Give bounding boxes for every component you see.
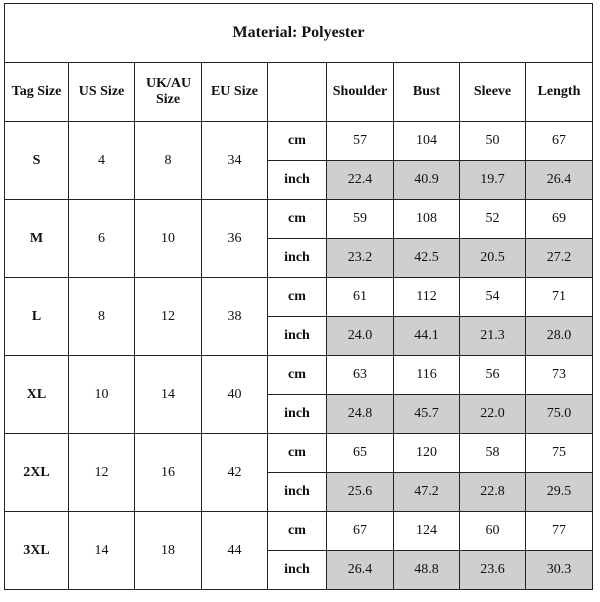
shoulder-inch-value: 24.0 <box>327 317 394 356</box>
header-eu-size: EU Size <box>202 63 268 122</box>
uk-au-size-cell: 10 <box>135 200 202 278</box>
size-row-s-cm <box>5 122 593 161</box>
unit-inch-label: inch <box>268 395 327 434</box>
sleeve-cm-value: 52 <box>460 200 526 239</box>
size-row-2xl-cm <box>5 434 593 473</box>
shoulder-cm-value: 65 <box>327 434 394 473</box>
length-cm-value: 71 <box>526 278 593 317</box>
header-shoulder: Shoulder <box>327 63 394 122</box>
length-inch-value: 75.0 <box>526 395 593 434</box>
sleeve-inch-value: 22.8 <box>460 473 526 512</box>
unit-cm-label: cm <box>268 434 327 473</box>
unit-cm-label: cm <box>268 200 327 239</box>
sleeve-inch-value: 22.0 <box>460 395 526 434</box>
header-uk-au-size-label: UK/AU Size <box>146 76 192 107</box>
shoulder-cm-value: 57 <box>327 122 394 161</box>
shoulder-cm-value: 63 <box>327 356 394 395</box>
size-row-m-cm <box>5 200 593 239</box>
header-unit-blank <box>268 63 327 122</box>
eu-size-cell: 36 <box>202 200 268 278</box>
us-size-cell: 14 <box>69 512 135 590</box>
tag-size-cell: M <box>5 200 69 278</box>
size-row-l-cm <box>5 278 593 317</box>
bust-inch-value: 45.7 <box>394 395 460 434</box>
sleeve-cm-value: 56 <box>460 356 526 395</box>
uk-au-size-cell: 12 <box>135 278 202 356</box>
shoulder-inch-value: 25.6 <box>327 473 394 512</box>
header-us-size: US Size <box>69 63 135 122</box>
us-size-cell: 6 <box>69 200 135 278</box>
length-inch-value: 28.0 <box>526 317 593 356</box>
sleeve-cm-value: 60 <box>460 512 526 551</box>
bust-cm-value: 104 <box>394 122 460 161</box>
length-inch-value: 29.5 <box>526 473 593 512</box>
table-title: Material: Polyester <box>5 4 593 63</box>
unit-cm-label: cm <box>268 122 327 161</box>
uk-au-size-cell: 14 <box>135 356 202 434</box>
header-uk-au-size <box>135 63 202 122</box>
header-sleeve: Sleeve <box>460 63 526 122</box>
tag-size-cell: 2XL <box>5 434 69 512</box>
size-chart-container <box>4 3 593 590</box>
uk-au-size-cell: 8 <box>135 122 202 200</box>
us-size-cell: 4 <box>69 122 135 200</box>
header-row <box>5 63 593 122</box>
bust-cm-value: 124 <box>394 512 460 551</box>
eu-size-cell: 34 <box>202 122 268 200</box>
us-size-cell: 10 <box>69 356 135 434</box>
unit-cm-label: cm <box>268 278 327 317</box>
uk-au-size-cell: 18 <box>135 512 202 590</box>
sleeve-inch-value: 20.5 <box>460 239 526 278</box>
bust-inch-value: 48.8 <box>394 551 460 590</box>
tag-size-cell: 3XL <box>5 512 69 590</box>
shoulder-inch-value: 22.4 <box>327 161 394 200</box>
tag-size-cell: S <box>5 122 69 200</box>
size-row-xl-cm <box>5 356 593 395</box>
size-chart-table <box>4 3 593 590</box>
tag-size-cell: XL <box>5 356 69 434</box>
eu-size-cell: 40 <box>202 356 268 434</box>
length-inch-value: 30.3 <box>526 551 593 590</box>
eu-size-cell: 44 <box>202 512 268 590</box>
shoulder-cm-value: 59 <box>327 200 394 239</box>
length-inch-value: 27.2 <box>526 239 593 278</box>
unit-inch-label: inch <box>268 551 327 590</box>
unit-cm-label: cm <box>268 512 327 551</box>
bust-cm-value: 108 <box>394 200 460 239</box>
bust-inch-value: 47.2 <box>394 473 460 512</box>
shoulder-cm-value: 61 <box>327 278 394 317</box>
length-cm-value: 77 <box>526 512 593 551</box>
sleeve-cm-value: 58 <box>460 434 526 473</box>
bust-cm-value: 120 <box>394 434 460 473</box>
sleeve-cm-value: 54 <box>460 278 526 317</box>
sleeve-inch-value: 21.3 <box>460 317 526 356</box>
unit-inch-label: inch <box>268 317 327 356</box>
bust-inch-value: 42.5 <box>394 239 460 278</box>
header-length: Length <box>526 63 593 122</box>
unit-inch-label: inch <box>268 473 327 512</box>
sleeve-inch-value: 23.6 <box>460 551 526 590</box>
us-size-cell: 12 <box>69 434 135 512</box>
length-cm-value: 69 <box>526 200 593 239</box>
sleeve-cm-value: 50 <box>460 122 526 161</box>
unit-inch-label: inch <box>268 161 327 200</box>
eu-size-cell: 42 <box>202 434 268 512</box>
uk-au-size-cell: 16 <box>135 434 202 512</box>
bust-cm-value: 116 <box>394 356 460 395</box>
header-bust: Bust <box>394 63 460 122</box>
bust-inch-value: 40.9 <box>394 161 460 200</box>
unit-cm-label: cm <box>268 356 327 395</box>
shoulder-inch-value: 24.8 <box>327 395 394 434</box>
size-row-3xl-cm <box>5 512 593 551</box>
bust-cm-value: 112 <box>394 278 460 317</box>
shoulder-inch-value: 26.4 <box>327 551 394 590</box>
us-size-cell: 8 <box>69 278 135 356</box>
eu-size-cell: 38 <box>202 278 268 356</box>
unit-inch-label: inch <box>268 239 327 278</box>
tag-size-cell: L <box>5 278 69 356</box>
length-cm-value: 67 <box>526 122 593 161</box>
sleeve-inch-value: 19.7 <box>460 161 526 200</box>
length-cm-value: 73 <box>526 356 593 395</box>
shoulder-cm-value: 67 <box>327 512 394 551</box>
bust-inch-value: 44.1 <box>394 317 460 356</box>
length-cm-value: 75 <box>526 434 593 473</box>
length-inch-value: 26.4 <box>526 161 593 200</box>
shoulder-inch-value: 23.2 <box>327 239 394 278</box>
header-tag-size: Tag Size <box>5 63 69 122</box>
